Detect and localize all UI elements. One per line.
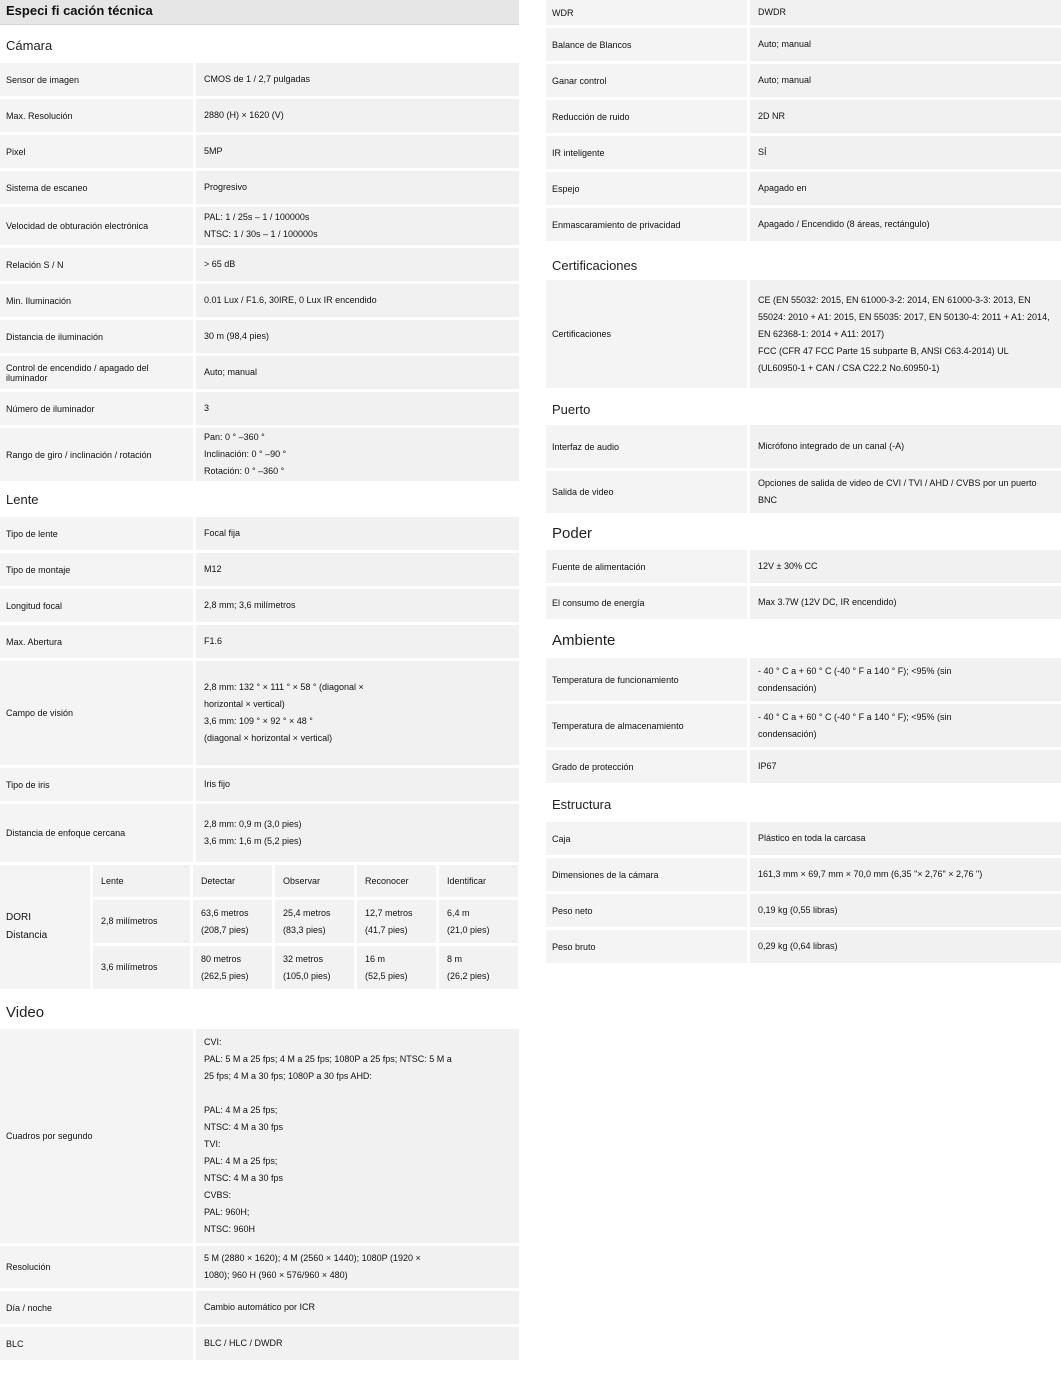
spec-value-line: PAL: 4 M a 25 fps; — [204, 1156, 278, 1166]
spec-row — [546, 750, 1061, 786]
spec-value-line: NTSC: 4 M a 30 fps — [204, 1173, 284, 1183]
spec-value-line: 2,8 mm; 3,6 milímetros — [204, 600, 296, 610]
spec-value-line: CVI: — [204, 1037, 222, 1047]
spec-label: Max. Abertura — [0, 625, 193, 658]
dori-label — [0, 865, 90, 989]
page-title: Especi fi cación técnica — [0, 0, 519, 25]
dori-value-cell: 16 m (52,5 pies) — [357, 946, 436, 989]
dori-value-cell: 32 metros (105,0 pies) — [275, 946, 354, 989]
spec-value-line: Progresivo — [204, 182, 248, 192]
spec-label: Tipo de lente — [0, 517, 193, 550]
spec-row — [0, 284, 519, 320]
spec-row — [546, 208, 1061, 244]
spec-value — [196, 284, 519, 317]
spec-label: Grado de protección — [546, 750, 747, 783]
spec-label: Tipo de montaje — [0, 553, 193, 586]
spec-label: BLC — [0, 1327, 193, 1360]
spec-row — [546, 100, 1061, 136]
spec-value-line: - 40 ° C a + 60 ° C (-40 ° F a 140 ° F); <95% (sin — [758, 711, 952, 722]
spec-value — [196, 428, 519, 481]
spec-label: Min. Iluminación — [0, 284, 193, 317]
spec-row — [0, 248, 519, 284]
spec-label: Rango de giro / inclinación / rotación — [0, 428, 193, 481]
spec-value-line: 1080); 960 H (960 × 576/960 × 480) — [204, 1270, 348, 1280]
spec-label: Salida de video — [546, 471, 747, 513]
spec-row — [546, 704, 1061, 750]
spec-value — [196, 661, 519, 765]
spec-value-line: 55024: 2010 + A1: 2015, EN 55035: 2017, EN 50130-4: 2011 + A1: 2014, — [758, 311, 1050, 322]
spec-row — [546, 0, 1061, 28]
spec-value — [750, 172, 1061, 205]
dori-lens-cell: 3,6 milímetros — [93, 946, 190, 989]
spec-value-line: NTSC: 1 / 30s – 1 / 100000s — [204, 229, 318, 239]
spec-value-line: (UL60950-1 + CAN / CSA C22.2 No.60950-1) — [758, 362, 940, 373]
spec-value-line: M12 — [204, 564, 222, 574]
power-table — [546, 550, 1061, 622]
spec-label: Reducción de ruido — [546, 100, 747, 133]
spec-value — [750, 471, 1061, 513]
section-heading-port: Puerto — [552, 402, 591, 417]
dori-lens-cell: 2,8 milímetros — [93, 900, 190, 943]
spec-row — [546, 858, 1061, 894]
spec-label: El consumo de energía — [546, 586, 747, 619]
spec-label: Relación S / N — [0, 248, 193, 281]
spec-value-line: Focal fija — [204, 528, 241, 538]
dori-label-line2: Distancia — [6, 930, 48, 941]
spec-row — [546, 550, 1061, 586]
spec-label: Max. Resolución — [0, 99, 193, 132]
right-column — [546, 0, 1061, 966]
spec-value-line: PAL: 5 M a 25 fps; 4 M a 25 fps; 1080P a 25 fps; NTSC: 5 M a — [204, 1054, 452, 1064]
spec-value — [196, 320, 519, 353]
spec-label: Temperatura de funcionamiento — [546, 658, 747, 701]
spec-value — [196, 589, 519, 622]
dori-value-cell: 25,4 metros (83,3 pies) — [275, 900, 354, 943]
spec-value — [750, 930, 1061, 963]
dori-header: Observar — [275, 865, 354, 897]
spec-value — [750, 858, 1061, 891]
spec-value-line: Auto; manual — [204, 367, 258, 377]
spec-value — [750, 704, 1061, 747]
spec-row — [0, 517, 519, 553]
spec-value-line: 2D NR — [758, 111, 786, 121]
spec-row — [546, 172, 1061, 208]
spec-label: Peso bruto — [546, 930, 747, 963]
spec-value — [196, 517, 519, 550]
spec-value-line: DWDR — [758, 7, 786, 17]
spec-row — [0, 135, 519, 171]
spec-label: Caja — [546, 822, 747, 855]
spec-value-line: 2880 (H) × 1620 (V) — [204, 110, 284, 120]
spec-row — [546, 894, 1061, 930]
spec-label: Velocidad de obturación electrónica — [0, 207, 193, 245]
spec-label: Pixel — [0, 135, 193, 168]
spec-row — [0, 207, 519, 248]
spec-value-line: CVBS: — [204, 1190, 232, 1200]
spec-value-line: EN 62368-1: 2014 + A11: 2017) — [758, 328, 885, 339]
spec-value-line: IP67 — [758, 761, 777, 771]
dori-label-line1: DORI — [6, 912, 31, 923]
spec-label: Enmascaramiento de privacidad — [546, 208, 747, 241]
spec-label: Campo de visión — [0, 661, 193, 765]
spec-row — [0, 768, 519, 804]
spec-value — [196, 356, 519, 389]
spec-row — [546, 425, 1061, 471]
spec-value-line: Inclinación: 0 ° –90 ° — [204, 449, 287, 459]
spec-value-line: - 40 ° C a + 60 ° C (-40 ° F a 140 ° F); <95% (sin — [758, 665, 952, 676]
section-heading-lens: Lente — [6, 492, 39, 507]
spec-value-line: F1.6 — [204, 636, 223, 646]
dori-value-cell: 8 m (26,2 pies) — [439, 946, 518, 989]
spec-value — [196, 625, 519, 658]
spec-value — [750, 658, 1061, 701]
spec-label: Tipo de iris — [0, 768, 193, 801]
structure-table — [546, 822, 1061, 966]
spec-label: IR inteligente — [546, 136, 747, 169]
section-heading-structure: Estructura — [552, 797, 612, 812]
spec-value-line: 3 — [204, 403, 210, 413]
spec-row — [546, 280, 1061, 391]
spec-value-line: Max 3.7W (12V DC, IR encendido) — [758, 597, 897, 607]
spec-row — [0, 1029, 519, 1246]
section-heading-certifications: Certificaciones — [552, 258, 638, 273]
spec-value — [750, 750, 1061, 783]
spec-value-line: 5MP — [204, 146, 223, 156]
spec-value-line: FCC (CFR 47 FCC Parte 15 subparte B, ANSI C63.4-2014) UL — [758, 345, 1009, 356]
dori-header: Identificar — [439, 865, 518, 897]
spec-value-line: Auto; manual — [758, 39, 812, 49]
spec-value-line: 0,19 kg (0,55 libras) — [758, 905, 838, 915]
spec-value — [196, 99, 519, 132]
dori-value-cell: 80 metros (262,5 pies) — [193, 946, 272, 989]
spec-value-line: 2,8 mm: 132 ° × 111 ° × 58 ° (diagonal × — [204, 682, 364, 692]
spec-value — [750, 425, 1061, 468]
spec-value — [196, 1291, 519, 1324]
spec-row — [0, 1327, 519, 1363]
section-heading-camera: Cámara — [6, 38, 53, 53]
spec-label: Peso neto — [546, 894, 747, 927]
section-heading-video: Video — [6, 1004, 45, 1021]
spec-value-line — [204, 1085, 511, 1102]
spec-row — [546, 136, 1061, 172]
section-heading-power: Poder — [552, 525, 593, 542]
dori-value-cell: 12,7 metros (41,7 pies) — [357, 900, 436, 943]
spec-value-line: PAL: 960H; — [204, 1207, 250, 1217]
spec-value-line: BLC / HLC / DWDR — [204, 1338, 283, 1348]
spec-label: Día / noche — [0, 1291, 193, 1324]
spec-row — [0, 553, 519, 589]
spec-row — [0, 63, 519, 99]
spec-label: Espejo — [546, 172, 747, 205]
spec-value — [750, 280, 1061, 388]
dori-grid — [93, 865, 518, 989]
spec-value — [196, 1327, 519, 1360]
spec-label: Fuente de alimentación — [546, 550, 747, 583]
spec-value-line: Pan: 0 ° –360 ° — [204, 432, 265, 442]
spec-value — [750, 550, 1061, 583]
dori-table — [0, 865, 519, 992]
spec-row — [0, 171, 519, 207]
dori-value-cell: 63,6 metros (208,7 pies) — [193, 900, 272, 943]
spec-row — [0, 804, 519, 865]
left-column — [0, 0, 519, 1363]
dori-header: Lente — [93, 865, 190, 897]
spec-value-line: 0.01 Lux / F1.6, 30IRE, 0 Lux IR encendido — [204, 295, 377, 305]
spec-value — [196, 63, 519, 96]
lens-table — [0, 517, 519, 865]
spec-row — [0, 1246, 519, 1291]
spec-value — [196, 1029, 519, 1243]
spec-row — [546, 930, 1061, 966]
spec-label: Longitud focal — [0, 589, 193, 622]
spec-row — [546, 64, 1061, 100]
spec-value-line: PAL: 4 M a 25 fps; — [204, 1105, 278, 1115]
spec-row — [0, 99, 519, 135]
spec-row — [546, 586, 1061, 622]
spec-value-line: Apagado en — [758, 183, 807, 193]
spec-row — [0, 1291, 519, 1327]
spec-row — [0, 392, 519, 428]
spec-value-line: 3,6 mm: 1,6 m (5,2 pies) — [204, 836, 302, 846]
spec-label: Control de encendido / apagado del iluminador — [0, 356, 193, 389]
spec-value-line: Rotación: 0 ° –360 ° — [204, 466, 285, 476]
spec-value — [196, 804, 519, 862]
spec-label: Temperatura de almacenamiento — [546, 704, 747, 747]
spec-value-line: 25 fps; 4 M a 30 fps; 1080P a 30 fps AHD: — [204, 1071, 372, 1081]
spec-value-line: NTSC: 960H — [204, 1224, 256, 1234]
spec-value — [196, 248, 519, 281]
environment-table — [546, 658, 1061, 786]
spec-label: Dimensiones de la cámara — [546, 858, 747, 891]
spec-value-line: Opciones de salida de video de CVI / TVI / AHD / CVBS por un puerto BNC — [758, 478, 1037, 505]
spec-value-line: 30 m (98,4 pies) — [204, 331, 270, 341]
spec-value — [750, 64, 1061, 97]
spec-value — [750, 586, 1061, 619]
spec-value-line: PAL: 1 / 25s – 1 / 100000s — [204, 212, 310, 222]
spec-value — [750, 894, 1061, 927]
camera-table — [0, 63, 519, 484]
spec-value — [750, 0, 1061, 25]
spec-value — [196, 392, 519, 425]
spec-value-line: condensación) — [758, 682, 817, 693]
spec-value-line: TVI: — [204, 1139, 221, 1149]
spec-value — [196, 553, 519, 586]
spec-value-line: 2,8 mm: 0,9 m (3,0 pies) — [204, 819, 302, 829]
spec-row — [0, 356, 519, 392]
port-table — [546, 425, 1061, 516]
spec-value-line: 3,6 mm: 109 ° × 92 ° × 48 ° — [204, 716, 313, 726]
dori-value-cell: 6,4 m (21,0 pies) — [439, 900, 518, 943]
spec-value-line: 12V ± 30% CC — [758, 561, 818, 571]
spec-value-line: 5 M (2880 × 1620); 4 M (2560 × 1440); 1080P (1920 × — [204, 1253, 421, 1263]
image-settings-table — [546, 0, 1061, 244]
spec-value — [196, 1246, 519, 1288]
spec-row — [546, 28, 1061, 64]
spec-row — [546, 471, 1061, 516]
spec-label: Sistema de escaneo — [0, 171, 193, 204]
spec-row — [0, 428, 519, 484]
certifications-table — [546, 280, 1061, 391]
spec-value-line: 161,3 mm × 69,7 mm × 70,0 mm (6,35 "× 2,76" × 2,76 ") — [758, 869, 983, 879]
spec-label: Número de iluminador — [0, 392, 193, 425]
spec-value-line: > 65 dB — [204, 259, 236, 269]
spec-row — [0, 625, 519, 661]
spec-label: Balance de Blancos — [546, 28, 747, 61]
spec-value-line: Plástico en toda la carcasa — [758, 833, 866, 843]
spec-value — [196, 207, 519, 245]
spec-row — [0, 661, 519, 768]
spec-label: Resolución — [0, 1246, 193, 1288]
spec-value-line: Apagado / Encendido (8 áreas, rectángulo) — [758, 219, 930, 229]
spec-label: Ganar control — [546, 64, 747, 97]
spec-label: Distancia de iluminación — [0, 320, 193, 353]
spec-value-line: NTSC: 4 M a 30 fps — [204, 1122, 284, 1132]
spec-label: Certificaciones — [546, 280, 747, 388]
spec-value — [196, 171, 519, 204]
video-table — [0, 1029, 519, 1363]
spec-value-line: Cambio automático por ICR — [204, 1302, 316, 1312]
spec-value — [750, 136, 1061, 169]
spec-value — [750, 208, 1061, 241]
spec-value-line: CE (EN 55032: 2015, EN 61000-3-2: 2014, EN 61000-3-3: 2013, EN — [758, 294, 1031, 305]
spec-value-line: Iris fijo — [204, 779, 231, 789]
spec-label: WDR — [546, 0, 747, 25]
spec-value — [196, 768, 519, 801]
spec-value — [196, 135, 519, 168]
spec-value — [750, 822, 1061, 855]
spec-label: Sensor de imagen — [0, 63, 193, 96]
spec-value — [750, 28, 1061, 61]
spec-value-line: 0,29 kg (0,64 libras) — [758, 941, 838, 951]
dori-header: Detectar — [193, 865, 272, 897]
spec-value-line: Micrófono integrado de un canal (-A) — [758, 441, 905, 451]
spec-label: Interfaz de audio — [546, 425, 747, 468]
spec-value-line: (diagonal × horizontal × vertical) — [204, 733, 333, 743]
spec-value-line: condensación) — [758, 728, 817, 739]
spec-value-line: horizontal × vertical) — [204, 699, 285, 709]
spec-label: Cuadros por segundo — [0, 1029, 193, 1243]
spec-value-line: SÍ — [758, 147, 767, 157]
dori-header: Reconocer — [357, 865, 436, 897]
spec-row — [546, 822, 1061, 858]
spec-label: Distancia de enfoque cercana — [0, 804, 193, 862]
spec-row — [0, 320, 519, 356]
spec-row — [0, 589, 519, 625]
section-heading-environment: Ambiente — [552, 632, 616, 649]
spec-value — [750, 100, 1061, 133]
spec-row — [546, 658, 1061, 704]
spec-value-line: CMOS de 1 / 2,7 pulgadas — [204, 74, 311, 84]
spec-value-line: Auto; manual — [758, 75, 812, 85]
